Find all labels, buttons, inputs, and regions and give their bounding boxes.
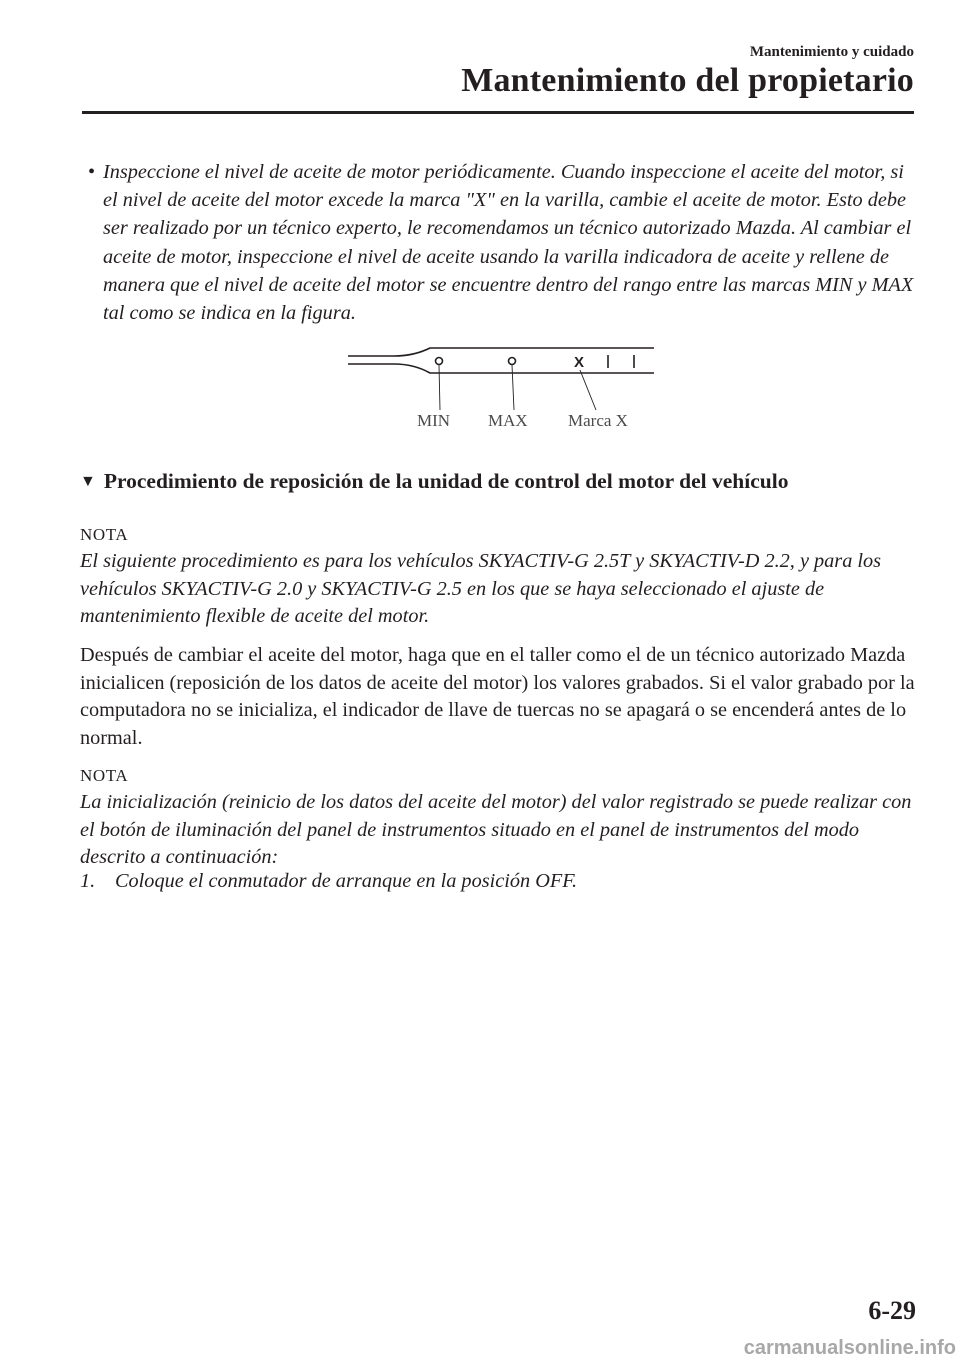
nota-label-2: NOTA	[80, 766, 129, 785]
page-title: Mantenimiento del propietario	[461, 62, 914, 99]
nota-label-1: NOTA	[80, 525, 129, 544]
section-triangle-icon: ▼	[80, 473, 96, 490]
step-text: Coloque el conmutador de arranque en la posición OFF.	[115, 870, 578, 892]
min-mark	[436, 358, 443, 365]
dipstick-label-max: MAX	[488, 411, 528, 430]
dipstick-outline	[348, 348, 654, 356]
mark-x-leader	[580, 370, 596, 410]
section-heading-text: Procedimiento de reposición de la unidad de control del motor del vehículo	[103, 469, 789, 493]
nota-text-2: La inicialización (reinicio de los datos del aceite del motor) del valor registrado se puede realizar con el botón de iluminación del panel de instrumentos situado en el panel de instrumentos del modo descrito a continuación:	[80, 791, 912, 868]
step-number: 1.	[80, 870, 96, 892]
nota-text-1: El siguiente procedimiento es para los vehículos SKYACTIV-G 2.5T y SKYACTIV-D 2.2, y para los vehículos SKYACTIV-G 2.0 y SKYACTIV-G 2.5 en los que se haya seleccionado el ajuste de mantenimiento flexible de aceite del motor.	[80, 550, 882, 627]
bullet-text: Inspeccione el nivel de aceite de motor periódicamente. Cuando inspeccione el aceite del motor, si el nivel de aceite del motor excede la marca "X" en la varilla, cambie el aceite de motor. Esto debe ser realizado por un técnico experto, le recomendamos un técnico autorizado Mazda. Al cambiar el aceite de motor, inspeccione el nivel de aceite usando la varilla indicadora de aceite y rellene de manera que el nivel de aceite del motor se encuentre dentro del rango entre las marcas MIN y MAX tal como se indica en la figura.	[103, 161, 914, 325]
dipstick-label-min: MIN	[417, 411, 451, 430]
dipstick-label-mark-x: Marca X	[568, 411, 628, 430]
header-section-label: Mantenimiento y cuidado	[749, 44, 914, 60]
step-item	[80, 870, 577, 893]
page-number: 6-29	[868, 1296, 916, 1325]
min-leader	[439, 365, 440, 410]
max-mark	[509, 358, 516, 365]
mark-x-symbol: X	[573, 354, 585, 371]
bullet-item	[88, 158, 918, 327]
bullet-symbol: •	[88, 161, 96, 183]
watermark: carmanualsonline.info	[743, 1337, 956, 1359]
section-heading	[80, 469, 788, 494]
max-leader	[512, 365, 514, 410]
header-rule	[82, 111, 914, 114]
body-paragraph: Después de cambiar el aceite del motor, haga que en el taller como el de un técnico autorizado Mazda inicialicen (reposición de los datos de aceite del motor) los valores grabados. Si el valor grabado por la computadora no se inicializa, el indicador de llave de tuercas no se apagará o se encenderá antes de lo normal.	[80, 644, 915, 749]
